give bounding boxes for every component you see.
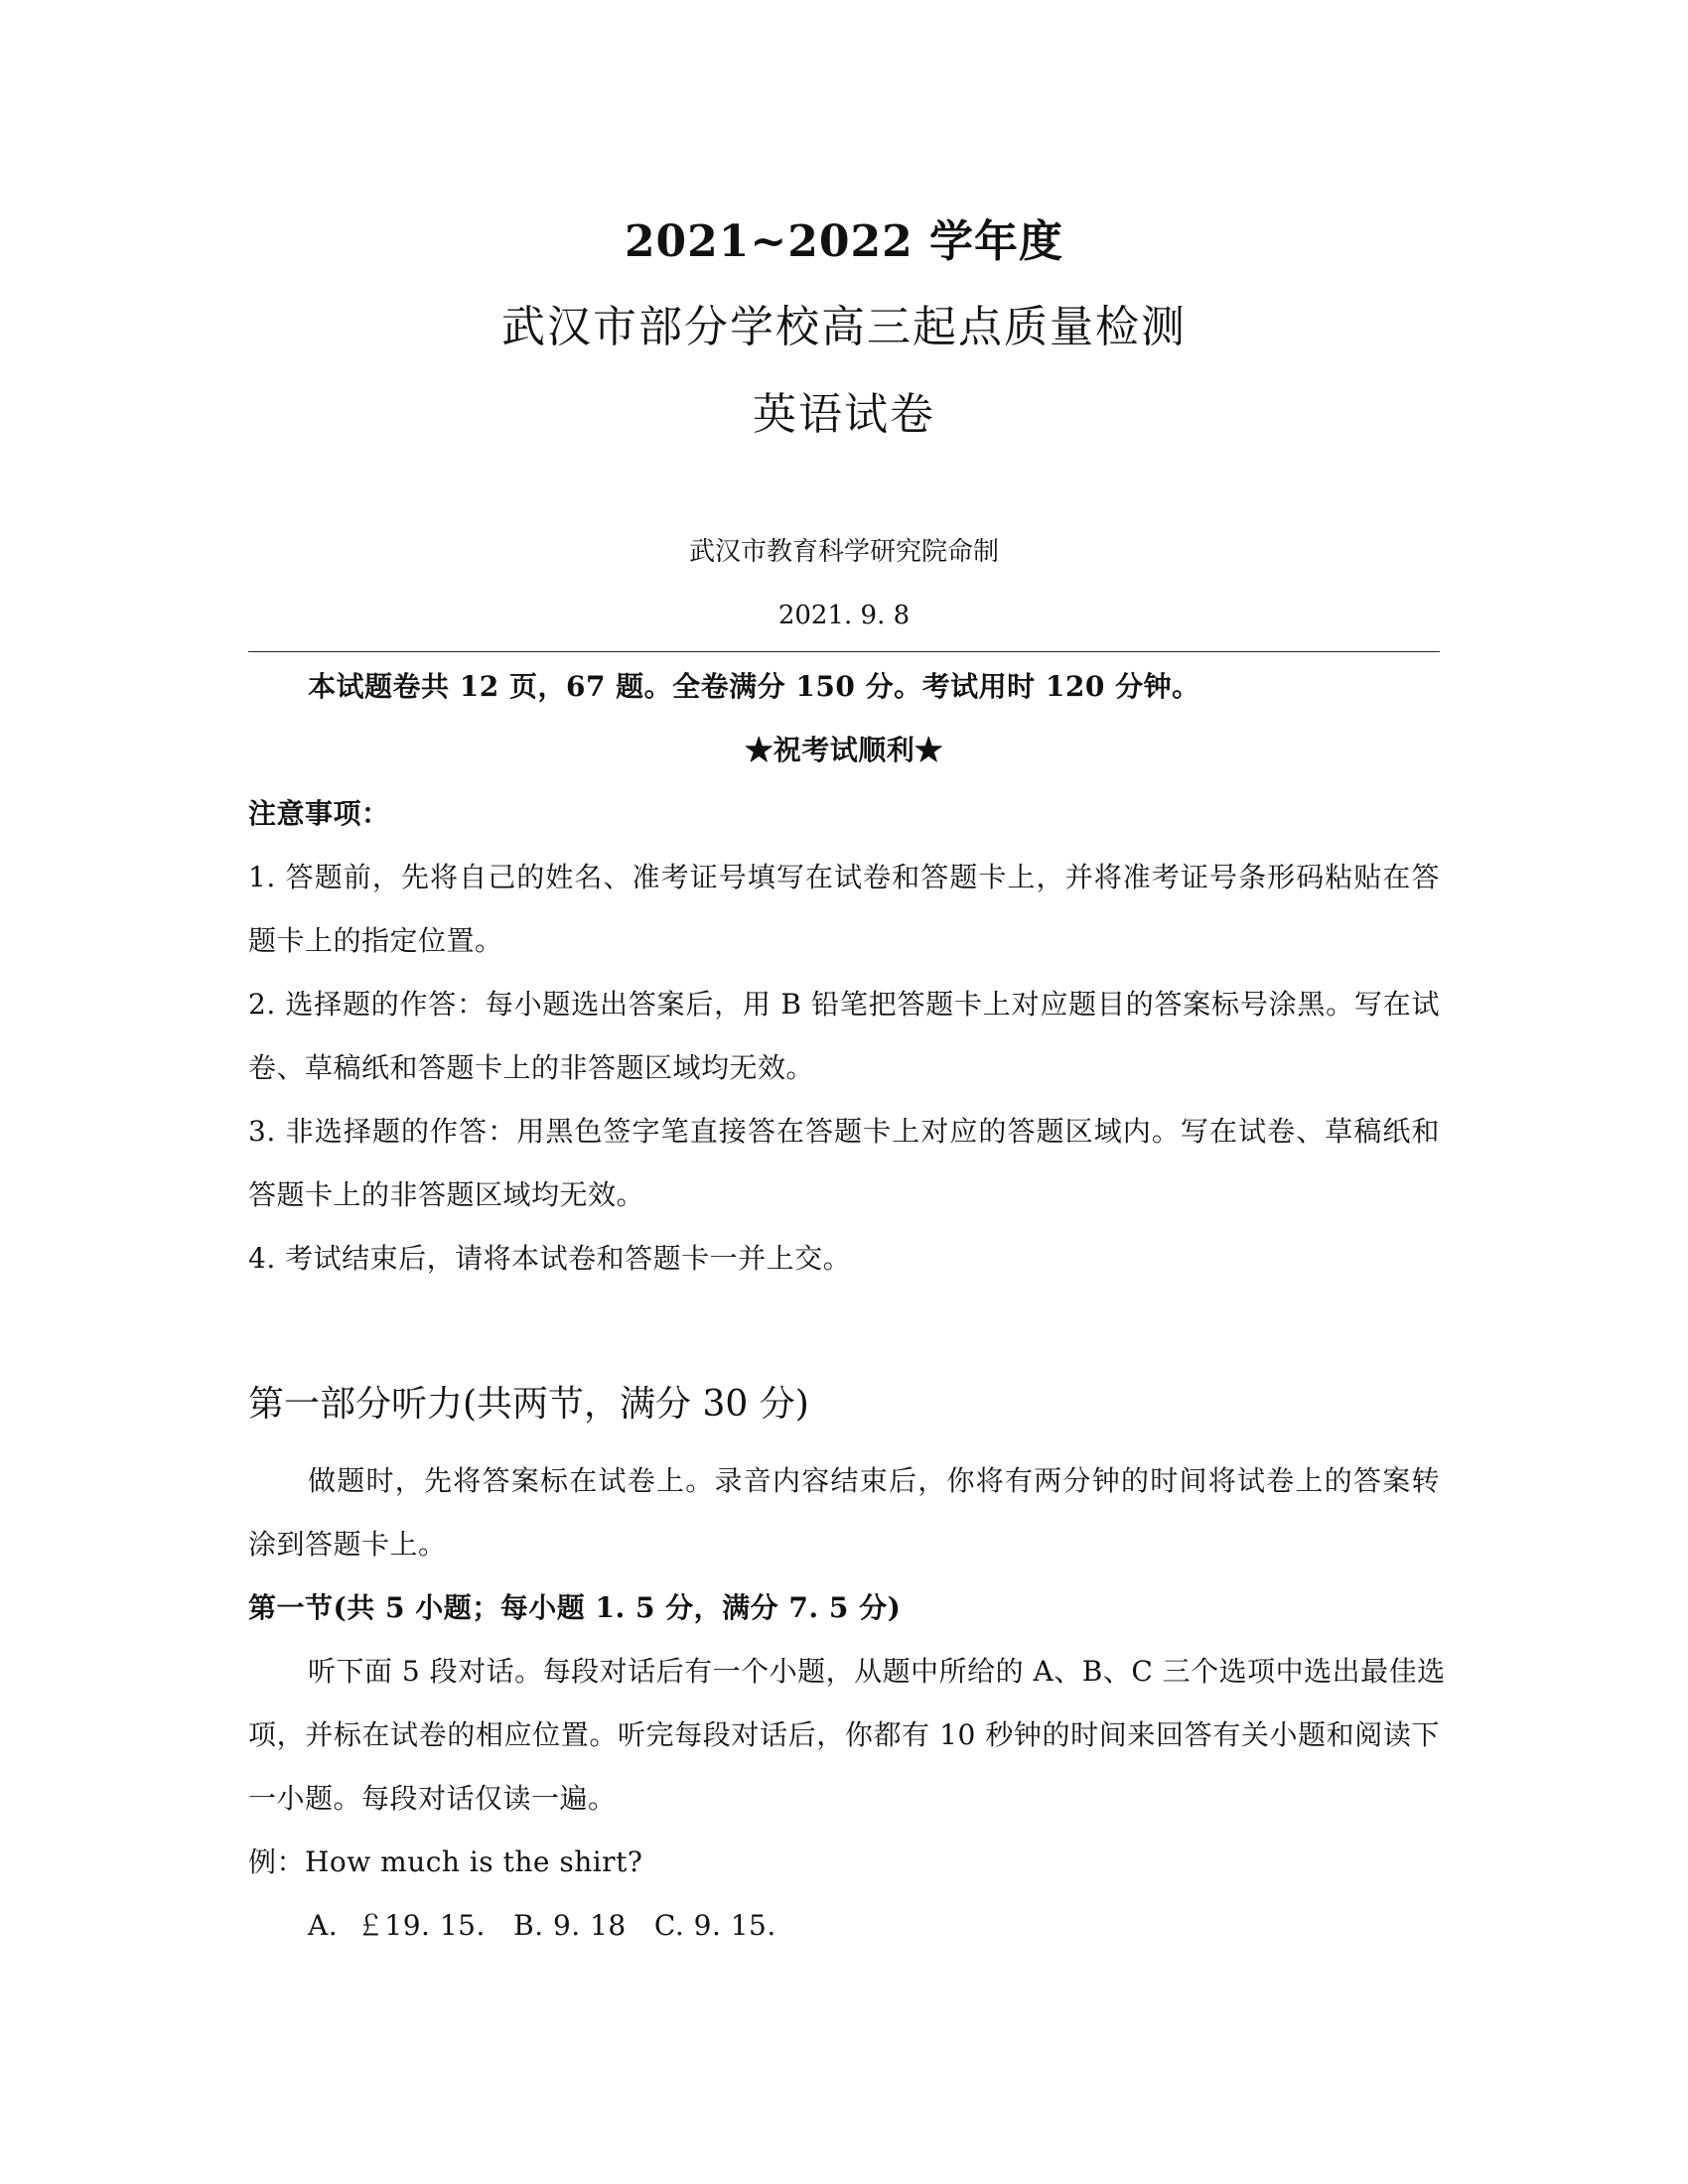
example-question: 例：How much is the shirt? [248,1845,643,1878]
notice-item-2-line-2: 卷、草稿纸和答题卡上的非答题区域均无效。 [248,1051,815,1084]
section1-instructions-line-3: 一小题。每段对话仅读一遍。 [248,1782,617,1815]
part1-intro-line-1: 做题时，先将答案标在试卷上。录音内容结束后，你将有两分钟的时间将试卷上的答案转 [308,1464,1440,1497]
exam-subject: 英语试卷 [753,389,935,440]
issuer: 武汉市教育科学研究院命制 [688,537,999,567]
exam-summary: 本试题卷共 12 页，67 题。全卷满分 150 分。考试用时 120 分钟。 [308,670,1200,703]
example-options: A. ￡19. 15. B. 9. 18 C. 9. 15. [308,1909,776,1942]
notice-item-1-line-2: 题卡上的指定位置。 [248,924,503,957]
notice-item-2-line-1: 2. 选择题的作答：每小题选出答案后，用 B 铅笔把答题卡上对应题目的答案标号涂黑。写在试 [248,988,1440,1021]
good-luck-wish: ★祝考试顺利★ [745,734,943,766]
notice-heading: 注意事项： [248,797,390,830]
header-divider [248,651,1440,652]
notice-item-3-line-1: 3. 非选择题的作答：用黑色签字笔直接答在答题卡上对应的答题区域内。写在试卷、草稿纸和 [248,1115,1440,1148]
section1-heading: 第一节(共 5 小题；每小题 1. 5 分，满分 7. 5 分) [248,1591,902,1624]
notice-item-4: 4. 考试结束后，请将本试卷和答题卡一并上交。 [248,1242,852,1275]
part1-heading: 第一部分听力(共两节，满分 30 分) [248,1384,809,1425]
section1-instructions-line-2: 项，并标在试卷的相应位置。听完每段对话后，你都有 10 秒钟的时间来回答有关小题和阅读下 [248,1718,1440,1751]
part1-intro-line-2: 涂到答题卡上。 [248,1528,447,1561]
academic-year: 2021~2022 学年度 [624,216,1064,267]
exam-date: 2021. 9. 8 [777,601,911,630]
section1-instructions-line-1: 听下面 5 段对话。每段对话后有一个小题，从题中所给的 A、B、C 三个选项中选出最佳选 [308,1655,1446,1688]
notice-item-3-line-2: 答题卡上的非答题区域均无效。 [248,1178,645,1211]
notice-item-1-line-1: 1. 答题前，先将自己的姓名、准考证号填写在试卷和答题卡上，并将准考证号条形码粘贴在答 [248,861,1440,893]
exam-title: 武汉市部分学校高三起点质量检测 [501,302,1187,352]
